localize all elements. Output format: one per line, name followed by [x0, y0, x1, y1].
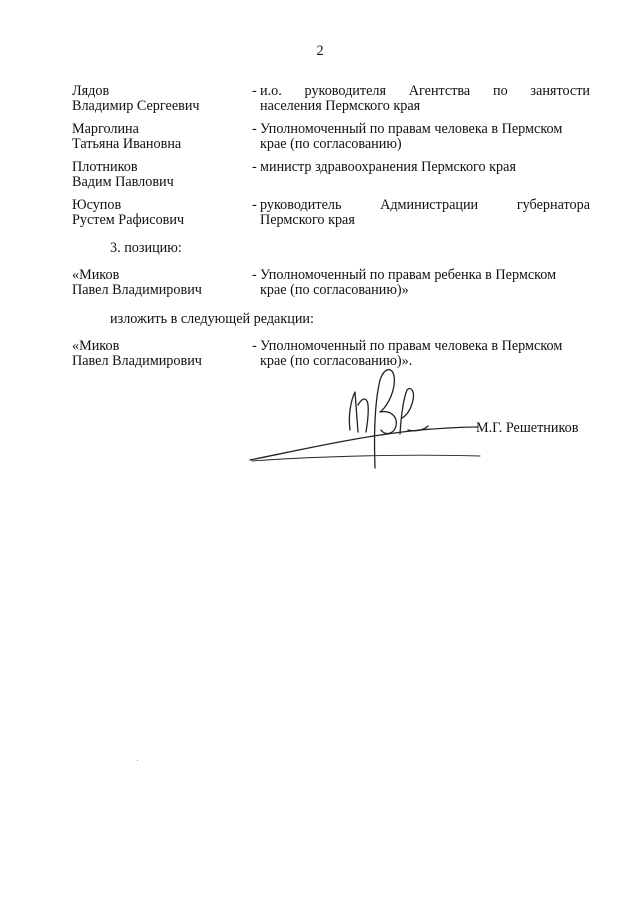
item-3-label: 3. позицию: [110, 240, 182, 256]
signature-letter-stroke [358, 399, 368, 432]
member-name [72, 122, 247, 152]
member-name [72, 268, 247, 298]
position-line: Уполномоченный по правам человека в Пермском [260, 338, 563, 354]
entry-dash: - [252, 338, 257, 354]
entry-dash: - [252, 83, 257, 99]
member-position [260, 122, 590, 152]
member-surname: Юсупов [72, 197, 122, 213]
position-line: министр здравоохранения Пермского края [260, 159, 516, 175]
signature-letter-stroke [349, 392, 358, 432]
scan-speck [137, 760, 138, 761]
entry-dash: - [252, 197, 257, 213]
entry-dash: - [252, 267, 257, 283]
member-surname: «Миков [72, 338, 120, 354]
position-line: крае (по согласованию)» [260, 282, 409, 298]
member-given-name: Вадим Павлович [72, 174, 174, 190]
member-position [260, 84, 590, 114]
member-position [260, 160, 590, 175]
position-line: Уполномоченный по правам ребенка в Пермском [260, 267, 557, 283]
position-line: Уполномоченный по правам человека в Пермском [260, 121, 563, 137]
member-position [260, 268, 590, 298]
signer-name: М.Г. Решетников [476, 420, 579, 436]
member-name [72, 339, 247, 369]
position-line: крае (по согласованию)». [260, 353, 413, 369]
signature-letter-stroke [400, 388, 413, 434]
member-surname: «Миков [72, 267, 120, 283]
entry-dash: - [252, 159, 257, 175]
position-line: населения Пермского края [260, 98, 421, 114]
position-line: крае (по согласованию) [260, 136, 402, 152]
member-given-name: Татьяна Ивановна [72, 136, 182, 152]
member-position [260, 198, 590, 228]
position-line: и.о. руководителя Агентства по занятости [260, 83, 590, 99]
signature-letter-stroke [380, 412, 396, 434]
member-given-name: Владимир Сергеевич [72, 98, 200, 114]
member-name [72, 198, 247, 228]
member-given-name: Павел Владимирович [72, 353, 202, 369]
member-name [72, 84, 247, 114]
member-name [72, 160, 247, 190]
entry-dash: - [252, 121, 257, 137]
member-surname: Марголина [72, 121, 139, 137]
signature-base-stroke [252, 455, 480, 461]
signature-letter-stroke [375, 370, 395, 468]
member-given-name: Павел Владимирович [72, 282, 202, 298]
position-line: руководитель Администрации губернатора [260, 197, 590, 213]
replace-instruction: изложить в следующей редакции: [110, 311, 314, 327]
handwritten-signature [240, 360, 490, 470]
page-number: 2 [316, 43, 324, 59]
member-surname: Лядов [72, 83, 110, 99]
member-given-name: Рустем Рафисович [72, 212, 185, 228]
position-line: Пермского края [260, 212, 355, 228]
member-surname: Плотников [72, 159, 138, 175]
